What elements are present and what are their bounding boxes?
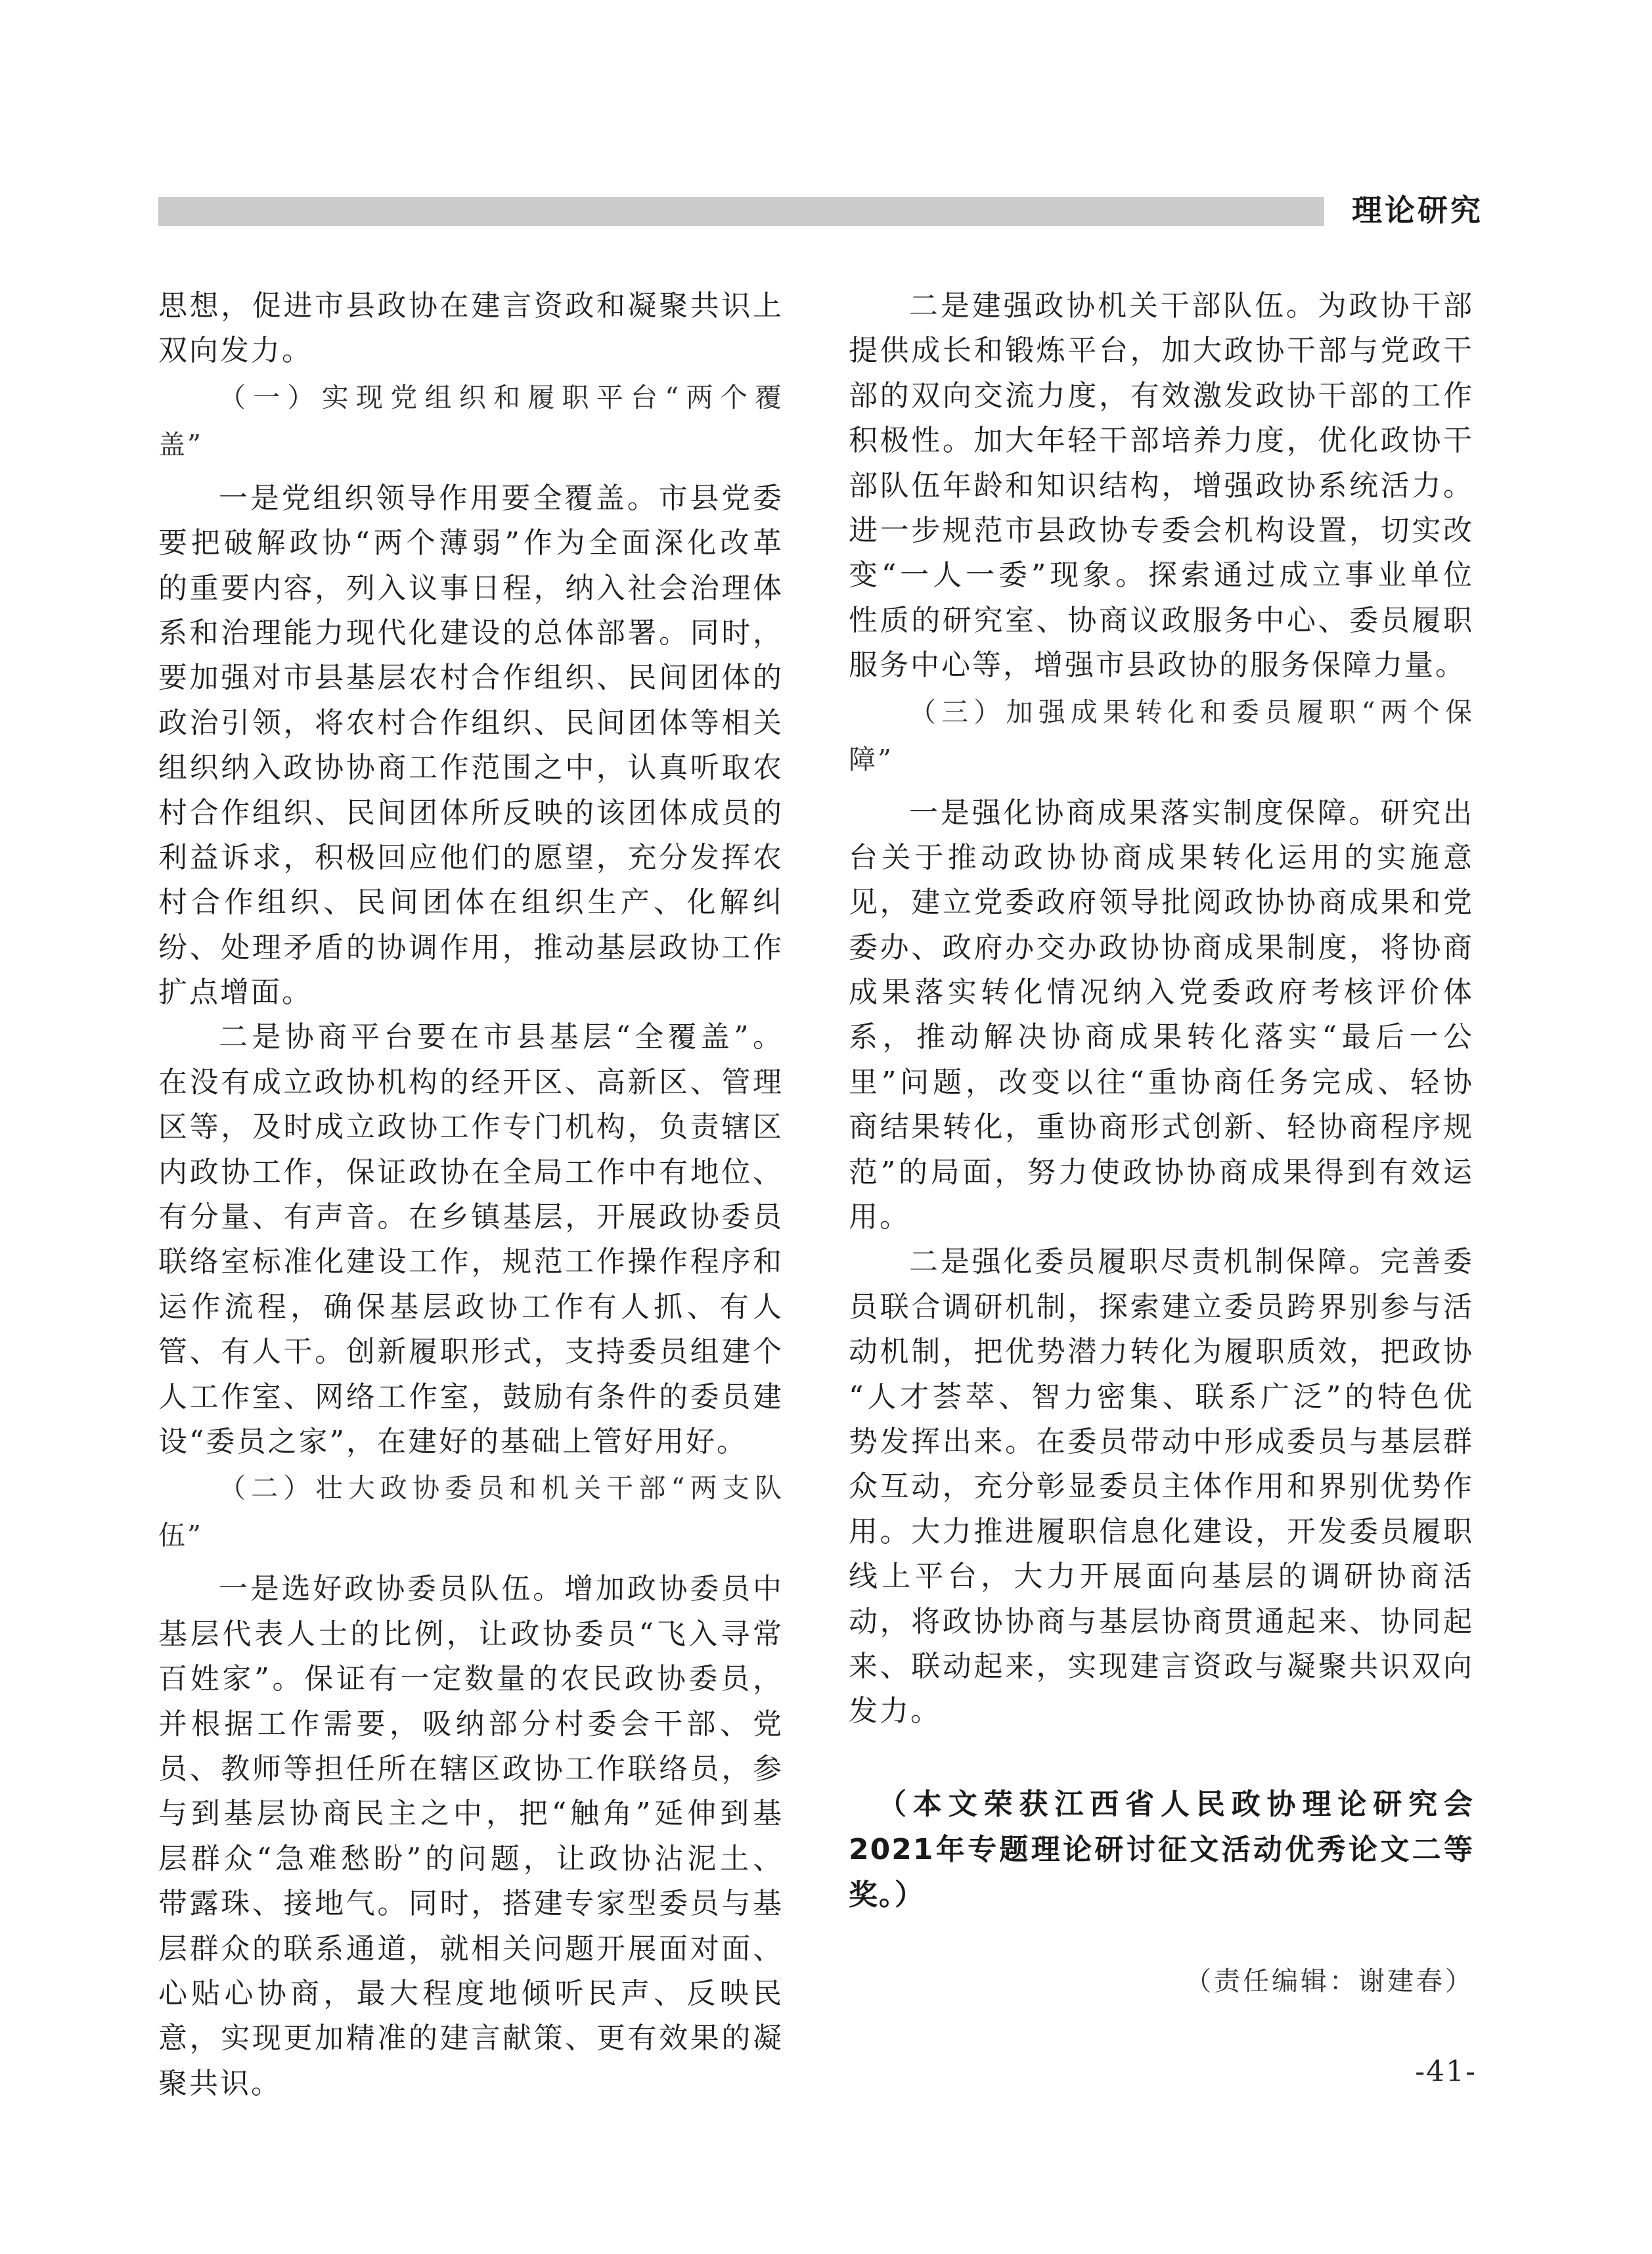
text-line: 用。 — [849, 1200, 910, 1234]
heading-line: （一）实现党组织和履职平台“两个覆 — [219, 381, 784, 413]
text-line: 要把破解政协“两个薄弱”作为全面深化改革 — [158, 526, 784, 560]
text-line: 系和治理能力现代化建设的总体部署。同时， — [158, 616, 784, 650]
text-line: 部的双向交流力度，有效激发政协干部的工作 — [849, 378, 1474, 413]
text-line: 内政协工作，保证政协在全局工作中有地位、 — [158, 1155, 784, 1189]
text-line: 的重要内容，列入议事日程，纳入社会治理体 — [158, 571, 784, 605]
text-line: 势发挥出来。在委员带动中形成委员与基层群 — [849, 1424, 1474, 1458]
text-line: 层群众的联系通道，就相关问题开展面对面、 — [158, 1931, 784, 1966]
text-line: 性质的研究室、协商议政服务中心、委员履职 — [849, 603, 1474, 637]
paragraph — [158, 1015, 784, 1464]
paragraph — [158, 476, 784, 1016]
text-line: 员、教师等担任所在辖区政协工作联络员，参 — [158, 1751, 784, 1786]
text-line: 政治引领，将农村合作组织、民间团体等相关 — [158, 706, 784, 740]
text-line: 台关于推动政协协商成果转化运用的实施意 — [849, 840, 1474, 874]
note-line: 2021年专题理论研讨征文活动优秀论文二等 — [849, 1832, 1474, 1866]
text-line: 并根据工作需要，吸纳部分村委会干部、党 — [158, 1707, 784, 1741]
text-line: 成果落实转化情况纳入党委政府考核评价体 — [849, 976, 1474, 1010]
text-line: 联络室标准化建设工作，规范工作操作程序和 — [158, 1245, 784, 1279]
text-line: 商结果转化，重协商形式创新、轻协商程序规 — [849, 1110, 1474, 1144]
right-column — [849, 284, 1474, 2004]
paragraph — [849, 284, 1474, 688]
right-column-body — [849, 284, 1474, 1734]
text-line: 线上平台，大力开展面向基层的调研协商活 — [849, 1560, 1474, 1594]
paragraph — [158, 1567, 784, 2106]
section-heading — [158, 374, 784, 468]
page-number: -41- — [1415, 2055, 1477, 2088]
heading-line: 障” — [849, 743, 893, 775]
text-line: 动，将政协协商与基层协商贯通起来、协同起 — [849, 1604, 1474, 1638]
note-line: （本文荣获江西省人民政协理论研究会 — [878, 1787, 1474, 1821]
text-line: 一是选好政协委员队伍。增加政协委员中 — [219, 1572, 784, 1606]
text-line: 二是强化委员履职尽责机制保障。完善委 — [909, 1245, 1474, 1279]
text-line: 管、有人干。创新履职形式，支持委员组建个 — [158, 1335, 784, 1369]
text-line: 百姓家”。保证有一定数量的农民政协委员， — [158, 1662, 784, 1696]
text-line: 积极性。加大年轻干部培养力度，优化政协干 — [849, 424, 1474, 458]
award-note — [849, 1782, 1474, 1918]
text-line: 部队伍年龄和知识结构，增强政协系统活力。 — [849, 468, 1474, 503]
header-rule — [158, 197, 1324, 226]
section-title: 理论研究 — [1352, 192, 1483, 228]
text-line: 设“委员之家”，在建好的基础上管好用好。 — [158, 1424, 748, 1458]
text-line: 发力。 — [849, 1694, 941, 1728]
text-line: 心贴心协商，最大程度地倾听民声、反映民 — [158, 1976, 784, 2010]
text-line: 基层代表人士的比例，让政协委员“飞入寻常 — [158, 1617, 784, 1651]
heading-line: 伍” — [158, 1520, 203, 1552]
text-line: 进一步规范市县政协专委会机构设置，切实改 — [849, 513, 1474, 547]
editor-credit: （责任编辑：谢建春） — [1185, 1966, 1474, 1996]
text-line: 一是强化协商成果落实制度保障。研究出 — [909, 796, 1474, 830]
text-line: 利益诉求，积极回应他们的愿望，充分发挥农 — [158, 840, 784, 874]
note-line: 奖。） — [849, 1878, 925, 1912]
text-line: 来、联动起来，实现建言资政与凝聚共识双向 — [849, 1649, 1474, 1683]
left-column — [158, 284, 784, 2106]
text-line: 员联合调研机制，探索建立委员跨界别参与活 — [849, 1290, 1474, 1324]
text-line: 里”问题，改变以往“重协商任务完成、轻协 — [849, 1065, 1474, 1099]
text-line: 服务中心等，增强市县政协的服务保障力量。 — [849, 648, 1466, 683]
text-line: 扩点增面。 — [158, 976, 313, 1010]
section-heading — [158, 1464, 784, 1559]
text-line: 层群众“急难愁盼”的问题，让政协沾泥土、 — [158, 1841, 784, 1876]
left-column-body — [158, 284, 784, 2106]
heading-line: （二）壮大政协委员和机关干部“两支队 — [219, 1472, 784, 1504]
text-line: 要加强对市县基层农村合作组织、民间团体的 — [158, 661, 784, 695]
text-line: 村合作组织、民间团体在组织生产、化解纠 — [158, 886, 784, 920]
text-line: 带露珠、接地气。同时，搭建专家型委员与基 — [158, 1887, 784, 1921]
text-line: 用。大力推进履职信息化建设，开发委员履职 — [849, 1514, 1474, 1548]
text-line: 二是建强政协机关干部队伍。为政协干部 — [909, 289, 1474, 323]
text-line: 双向发力。 — [158, 334, 313, 368]
text-line: 有分量、有声音。在乡镇基层，开展政协委员 — [158, 1200, 784, 1234]
text-line: 在没有成立政协机构的经开区、高新区、管理 — [158, 1065, 784, 1099]
text-line: 与到基层协商民主之中，把“触角”延伸到基 — [158, 1797, 784, 1831]
text-line: 区等，及时成立政协工作专门机构，负责辖区 — [158, 1110, 784, 1144]
text-line: 人工作室、网络工作室，鼓励有条件的委员建 — [158, 1380, 784, 1414]
text-line: 见，建立党委政府领导批阅政协协商成果和党 — [849, 886, 1474, 920]
text-line: 范”的局面，努力使政协协商成果得到有效运 — [849, 1155, 1474, 1189]
text-line: 变“一人一委”现象。探索通过成立事业单位 — [849, 558, 1474, 593]
text-line: 众互动，充分彰显委员主体作用和界别优势作 — [849, 1470, 1474, 1504]
text-line: 提供成长和锻炼平台，加大政协干部与党政干 — [849, 334, 1474, 368]
text-line: 二是协商平台要在市县基层“全覆盖”。 — [219, 1020, 784, 1054]
text-line: 运作流程，确保基层政协工作有人抓、有人 — [158, 1290, 784, 1324]
text-line: 聚共识。 — [158, 2066, 282, 2100]
continued-paragraph — [158, 284, 784, 374]
text-line: 思想，促进市县政协在建言资政和凝聚共识上 — [158, 289, 784, 323]
text-line: 组织纳入政协协商工作范围之中，认真听取农 — [158, 751, 784, 785]
text-line: “人才荟萃、智力密集、联系广泛”的特色优 — [849, 1380, 1474, 1414]
text-line: 意，实现更加精准的建言献策、更有效果的凝 — [158, 2021, 784, 2056]
text-line: 系，推动解决协商成果转化落实“最后一公 — [849, 1020, 1474, 1054]
text-line: 动机制，把优势潜力转化为履职质效，把政协 — [849, 1335, 1474, 1369]
heading-line: 盖” — [158, 428, 203, 461]
paragraph — [849, 791, 1474, 1240]
text-line: 村合作组织、民间团体所反映的该团体成员的 — [158, 796, 784, 830]
section-heading — [849, 688, 1474, 783]
paragraph — [849, 1240, 1474, 1734]
heading-line: （三）加强成果转化和委员履职“两个保 — [909, 696, 1474, 728]
text-line: 委办、政府办交办政协协商成果制度，将协商 — [849, 930, 1474, 964]
text-line: 纷、处理矛盾的协调作用，推动基层政协工作 — [158, 930, 784, 964]
text-line: 一是党组织领导作用要全覆盖。市县党委 — [219, 481, 784, 515]
